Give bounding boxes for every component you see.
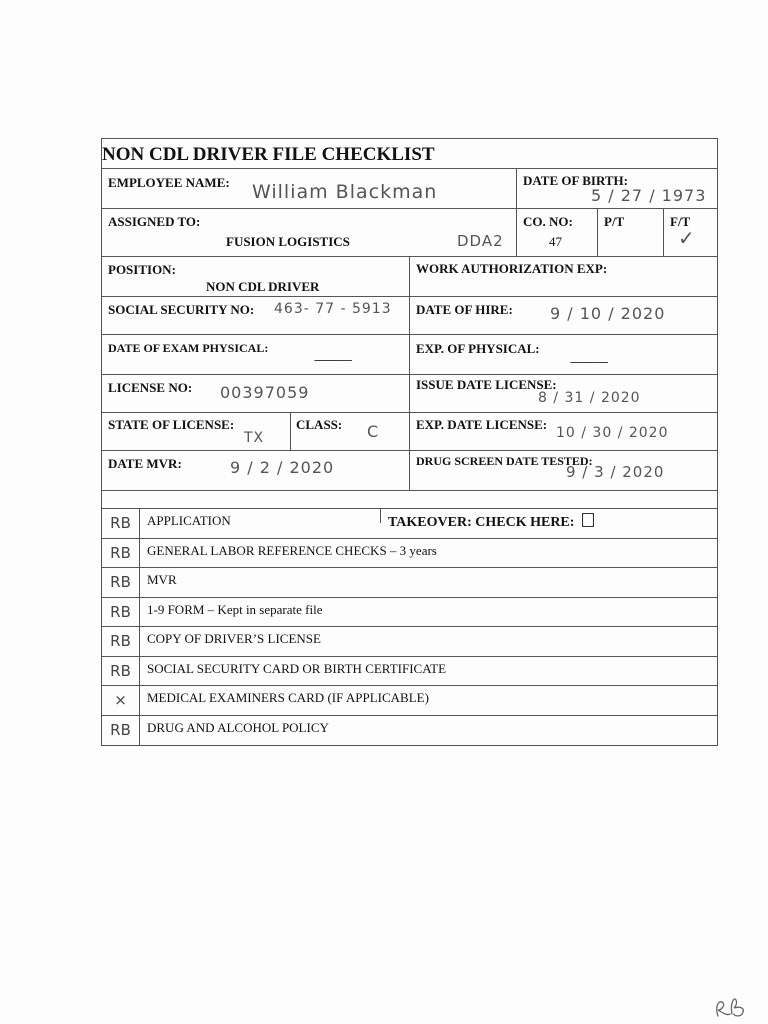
state-value: TX bbox=[244, 430, 265, 446]
exp-license-cell bbox=[410, 413, 717, 450]
checklist-item-label: MVR bbox=[147, 572, 177, 587]
pt-label: P/T bbox=[604, 214, 625, 229]
exp-physical-cell bbox=[410, 335, 717, 374]
checklist-initials: × bbox=[102, 686, 140, 715]
ft-cell bbox=[664, 209, 717, 256]
employee-name-value: William Blackman bbox=[252, 181, 438, 203]
ssn-cell bbox=[102, 297, 410, 334]
checklist-row bbox=[102, 686, 717, 716]
issue-value: 8 / 31 / 2020 bbox=[538, 390, 641, 406]
license-label: LICENSE NO: bbox=[108, 380, 193, 395]
issue-label: ISSUE DATE LICENSE: bbox=[416, 377, 557, 392]
work-auth-label: WORK AUTHORIZATION EXP: bbox=[416, 261, 608, 276]
position-value: NON CDL DRIVER bbox=[206, 279, 320, 294]
dob-value: 5 / 27 / 1973 bbox=[591, 186, 707, 205]
checklist-row bbox=[102, 657, 717, 687]
mvr-cell bbox=[102, 451, 410, 490]
position-label: POSITION: bbox=[108, 262, 176, 277]
issue-cell bbox=[410, 375, 717, 412]
hire-label: DATE OF HIRE: bbox=[416, 302, 513, 317]
class-cell bbox=[291, 413, 410, 450]
checklist-initials: RB bbox=[102, 657, 140, 686]
drug-value: 9 / 3 / 2020 bbox=[566, 463, 665, 481]
exp-license-label: EXP. DATE LICENSE: bbox=[416, 417, 548, 432]
license-row bbox=[102, 375, 717, 413]
exp-license-value: 10 / 30 / 2020 bbox=[556, 425, 669, 441]
checklist-item-label bbox=[140, 509, 717, 538]
assigned-label: ASSIGNED TO: bbox=[108, 214, 201, 229]
physical-row bbox=[102, 335, 717, 375]
takeover-label: TAKEOVER: CHECK HERE: bbox=[388, 515, 575, 530]
checklist-initials: RB bbox=[102, 716, 140, 746]
license-cell bbox=[102, 375, 410, 412]
mvr-label: DATE MVR: bbox=[108, 456, 182, 471]
exam-cell bbox=[102, 335, 410, 374]
checklist-initials: RB bbox=[102, 539, 140, 568]
checklist-item-label: COPY OF DRIVER’S LICENSE bbox=[147, 631, 321, 646]
takeover-checkbox[interactable] bbox=[582, 513, 594, 527]
ssn-value: 463- 77 - 5913 bbox=[274, 301, 392, 317]
page-initials-mark bbox=[712, 990, 752, 1020]
assigned-cell bbox=[102, 209, 517, 256]
checklist-row bbox=[102, 716, 717, 746]
employee-name-cell bbox=[102, 169, 517, 208]
checklist-row bbox=[102, 627, 717, 657]
class-value: C bbox=[367, 422, 380, 441]
takeover-divider bbox=[380, 509, 381, 523]
spacer-row bbox=[102, 491, 717, 509]
dob-label: DATE OF BIRTH: bbox=[523, 173, 628, 188]
ssn-row bbox=[102, 297, 717, 335]
co-no-cell bbox=[517, 209, 598, 256]
hire-cell bbox=[410, 297, 717, 334]
employee-row bbox=[102, 169, 717, 209]
assigned-code: DDA2 bbox=[457, 232, 504, 250]
exp-physical-label: EXP. OF PHYSICAL: bbox=[416, 341, 540, 356]
mvr-row bbox=[102, 451, 717, 491]
mvr-value: 9 / 2 / 2020 bbox=[230, 458, 335, 477]
exam-value: ---------------- bbox=[314, 355, 352, 366]
position-row bbox=[102, 257, 717, 297]
employee-name-label: EMPLOYEE NAME: bbox=[108, 175, 230, 190]
co-no-label: CO. NO: bbox=[523, 214, 573, 229]
takeover-check bbox=[388, 511, 594, 535]
checklist-row bbox=[102, 509, 717, 539]
checklist-initials: RB bbox=[102, 627, 140, 656]
class-label: CLASS: bbox=[296, 417, 343, 432]
checklist-item-label: GENERAL LABOR REFERENCE CHECKS – 3 years bbox=[147, 542, 437, 558]
checklist-item-label: DRUG AND ALCOHOL POLICY bbox=[147, 719, 329, 735]
exam-label: DATE OF EXAM PHYSICAL: bbox=[108, 341, 269, 355]
assigned-row bbox=[102, 209, 717, 257]
checklist-item-label: MEDICAL EXAMINERS CARD (IF APPLICABLE) bbox=[147, 690, 429, 705]
state-row bbox=[102, 413, 717, 451]
state-label: STATE OF LICENSE: bbox=[108, 417, 235, 432]
checklist-initials: RB bbox=[102, 509, 140, 538]
checklist-initials: RB bbox=[102, 568, 140, 597]
checklist-item-label: 1-9 FORM – Kept in separate file bbox=[147, 601, 323, 617]
exp-physical-value: ---------------- bbox=[570, 357, 608, 368]
checklist-item-text: APPLICATION bbox=[147, 513, 231, 528]
checklist-row bbox=[102, 568, 717, 598]
checklist-row bbox=[102, 539, 717, 569]
ft-checkmark: ✓ bbox=[678, 226, 696, 250]
work-auth-cell bbox=[410, 257, 717, 296]
driver-file-checklist-form bbox=[101, 138, 718, 746]
form-title: NON CDL DRIVER FILE CHECKLIST bbox=[102, 139, 717, 169]
state-cell bbox=[102, 413, 291, 450]
hire-value: 9 / 10 / 2020 bbox=[550, 304, 666, 323]
checklist-row bbox=[102, 598, 717, 628]
checklist-item-label: SOCIAL SECURITY CARD OR BIRTH CERTIFICATE bbox=[147, 660, 447, 676]
pt-cell bbox=[598, 209, 664, 256]
dob-cell bbox=[517, 169, 717, 208]
drug-cell bbox=[410, 451, 717, 490]
checklist bbox=[102, 509, 717, 745]
co-no-value: 47 bbox=[549, 234, 562, 249]
license-value: 00397059 bbox=[220, 383, 310, 402]
position-cell bbox=[102, 257, 410, 296]
ft-label: F/T bbox=[670, 214, 691, 229]
checklist-initials: RB bbox=[102, 598, 140, 627]
assigned-company: FUSION LOGISTICS bbox=[226, 234, 350, 249]
ssn-label: SOCIAL SECURITY NO: bbox=[108, 302, 255, 317]
drug-label: DRUG SCREEN DATE TESTED: bbox=[416, 454, 593, 468]
